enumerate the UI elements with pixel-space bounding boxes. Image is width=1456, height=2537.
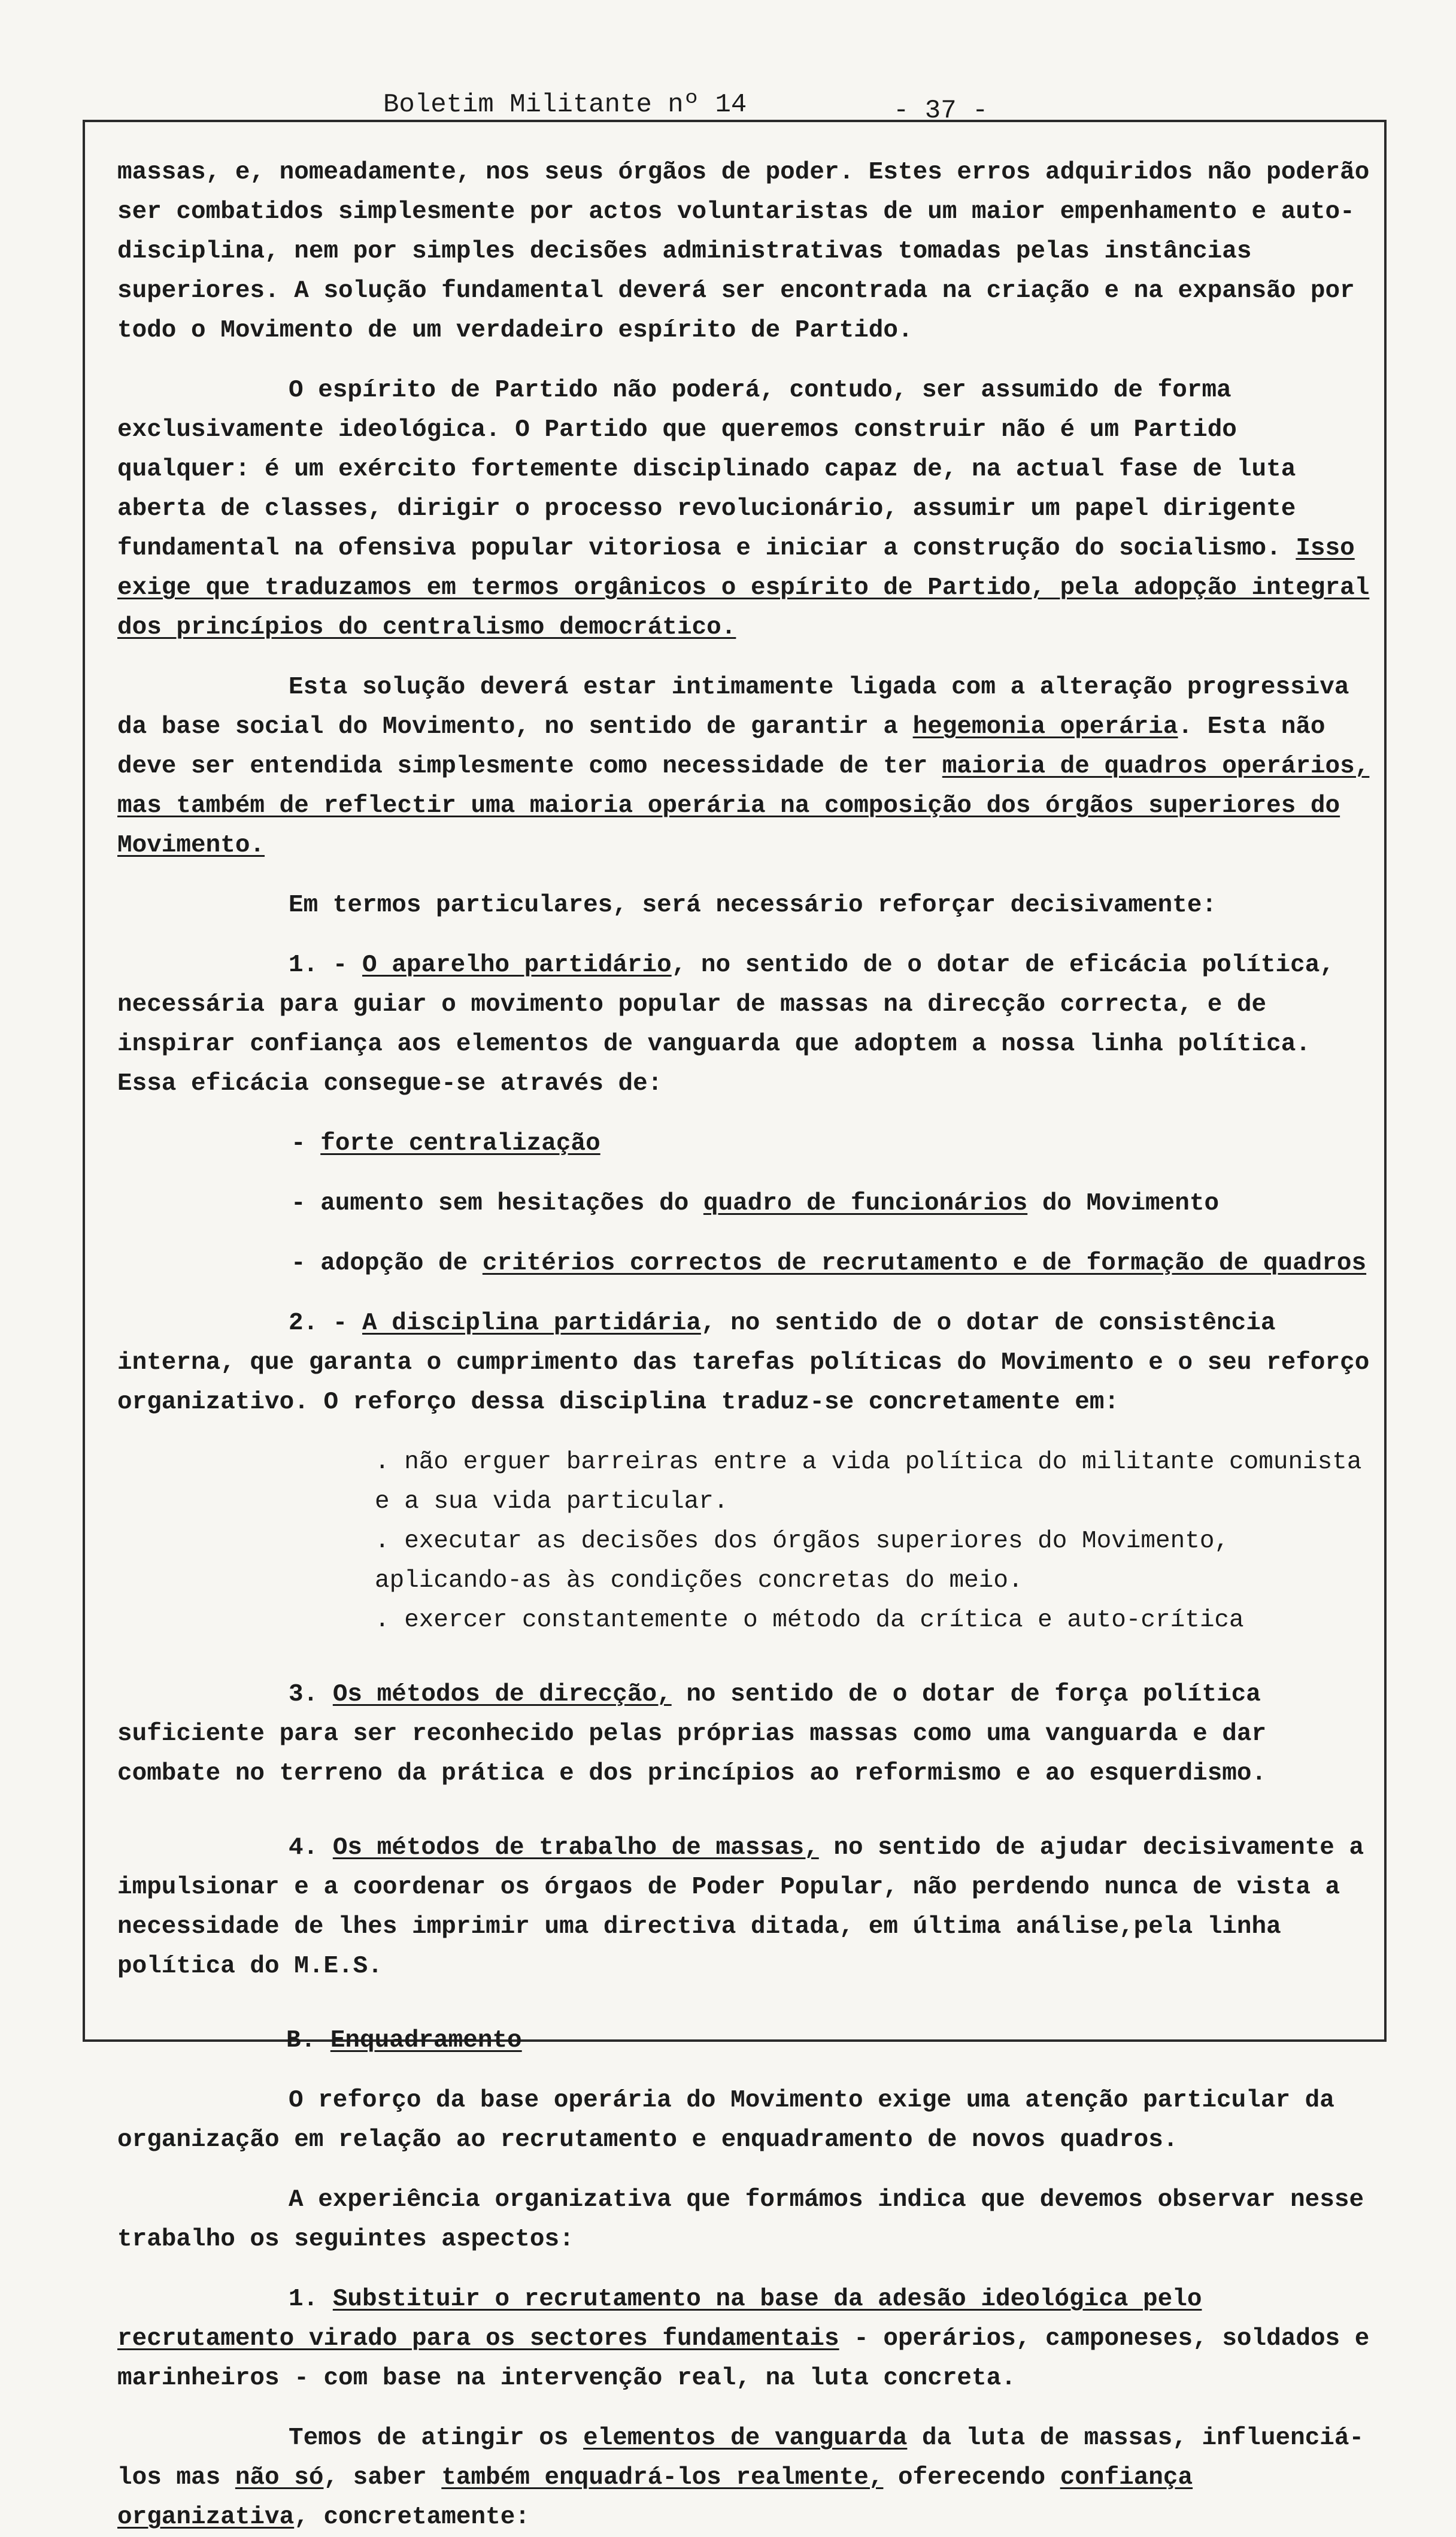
text-segment: hegemonia operária bbox=[912, 713, 1178, 741]
text-segment: não só bbox=[235, 2464, 324, 2491]
text-segment: . Esta não deve ser entendida simplesmente como necessidade de ter bbox=[117, 713, 1325, 780]
paragraph: A experiência organizativa que formámos indica que devemos observar nesse trabalho os seguintes aspectos: bbox=[117, 2186, 1364, 2253]
text-segment: também enquadrá-los realmente, bbox=[441, 2464, 884, 2491]
text-segment: do Movimento bbox=[1027, 1190, 1220, 1217]
text-segment: confiança organizativa bbox=[117, 2464, 1193, 2531]
sub-list bbox=[117, 1124, 1381, 1283]
paragraph: massas, e, nomeadamente, nos seus órgãos de poder. Estes erros adquiridos não poderão ser combatidos simplesmente por actos voluntaristas de um maior empenhamento e auto-disciplina, nem por simples decisões administrativas tomadas pelas instâncias superiores. A solução fundamental deverá ser encontrada na criação e na expansão por todo o Movimento de um verdadeiro espírito de Partido. bbox=[117, 159, 1370, 344]
text-segment: critérios correctos de recrutamento e de formação de quadros bbox=[482, 1250, 1367, 1277]
list-item bbox=[291, 1184, 1381, 1223]
text-segment: , no sentido de o dotar de consistência interna, que garanta o cumprimento das tarefas políticas do Movimento e o seu reforço organizativo. O reforço dessa disciplina traduz-se concretamente em: bbox=[117, 1310, 1370, 1416]
list-item bbox=[117, 1828, 1381, 1986]
paragraph: O reforço da base operária do Movimento exige uma atenção particular da organização em relação ao recrutamento e enquadramento de novos quadros. bbox=[117, 2087, 1334, 2154]
text-segment: Temos de atingir os bbox=[289, 2424, 584, 2452]
list-item bbox=[117, 945, 1381, 1104]
paragraph bbox=[117, 2418, 1381, 2537]
text-segment: 3. bbox=[289, 1681, 333, 1708]
text-segment: Substituir o recrutamento na base da adesão ideológica pelo recrutamento virado para os sectores fundamentais bbox=[117, 2286, 1202, 2353]
text-segment: , concretamente: bbox=[294, 2503, 530, 2531]
text-segment: O espírito de Partido não poderá, contudo, ser assumido de forma exclusivamente ideológica. O Partido que queremos construir não é um Partido qualquer: é um exército fortemente disciplinado capaz de, na actual fase de luta aberta de classes, dirigir o processo revolucionário, assumir um papel dirigente fundamental na ofensiva popular vitoriosa e iniciar a construção do socialismo. bbox=[117, 377, 1296, 562]
sub-list bbox=[117, 1442, 1381, 1640]
text-segment: da luta de massas, influenciá-los mas bbox=[117, 2424, 1364, 2491]
text-segment: , no sentido de o dotar de eficácia política, necessária para guiar o movimento popular de massas na direcção correcta, e de inspirar confiança aos elementos de vanguarda que adoptem a nossa linha política. Essa eficácia consegue-se através de: bbox=[117, 951, 1334, 1098]
text-segment: Os métodos de trabalho de massas, bbox=[332, 1834, 819, 1862]
list-item bbox=[117, 2280, 1381, 2398]
paragraph bbox=[117, 371, 1381, 647]
text-segment: A disciplina partidária bbox=[362, 1310, 701, 1337]
text-segment: - adopção de bbox=[291, 1250, 483, 1277]
text-segment: 2. - bbox=[289, 1310, 363, 1337]
text-segment: Isso exige que traduzamos em termos orgânicos o espírito de Partido, pela adopção integral dos princípios do centralismo democrático. bbox=[117, 535, 1370, 641]
text-segment: - operários, camponeses, soldados e marinheiros - com base na intervenção real, na luta concreta. bbox=[117, 2325, 1370, 2392]
bulletin-title: Boletim Militante nº 14 bbox=[375, 90, 755, 120]
text-segment: 4. bbox=[289, 1834, 333, 1862]
list-item bbox=[291, 1124, 1381, 1163]
list-item bbox=[117, 1675, 1381, 1793]
paragraph bbox=[117, 668, 1381, 865]
text-segment: B. bbox=[286, 2027, 330, 2054]
text-segment: Enquadramento bbox=[330, 2027, 522, 2054]
text-segment: no sentido de ajudar decisivamente a impulsionar e a coordenar os órgaos de Poder Popular, não perdendo nunca de vista a necessidade de lhes imprimir uma directiva ditada, em última análise,pela linha política do M.E.S. bbox=[117, 1834, 1364, 1980]
text-segment: maioria de quadros operários, mas também de reflectir uma maioria operária na composição dos órgãos superiores do Movimento. bbox=[117, 753, 1370, 859]
section-heading bbox=[117, 2021, 1381, 2060]
text-segment: - bbox=[291, 1130, 321, 1157]
text-segment: Esta solução deverá estar intimamente ligada com a alteração progressiva da base social do Movimento, no sentido de garantir a bbox=[117, 674, 1349, 741]
text-segment: 1. bbox=[289, 2286, 333, 2313]
list-item bbox=[117, 1304, 1381, 1422]
list-item: . não erguer barreiras entre a vida política do militante comunista e a sua vida particular. bbox=[375, 1448, 1362, 1515]
text-segment: oferecendo bbox=[883, 2464, 1060, 2491]
document-body bbox=[117, 153, 1381, 2537]
list-item: . exercer constantemente o método da crítica e auto-crítica bbox=[375, 1607, 1244, 1634]
text-segment: quadro de funcionários bbox=[703, 1190, 1028, 1217]
text-segment: no sentido de o dotar de força política suficiente para ser reconhecido pelas próprias massas como uma vanguarda e dar combate no terreno da prática e dos princípios ao reformismo e ao esquerdismo. bbox=[117, 1681, 1267, 1787]
paragraph: Em termos particulares, será necessário reforçar decisivamente: bbox=[289, 892, 1217, 919]
text-segment: Os métodos de direcção, bbox=[332, 1681, 672, 1708]
text-segment: 1. - bbox=[289, 951, 363, 979]
text-segment: , saber bbox=[323, 2464, 442, 2491]
list-item bbox=[291, 1244, 1381, 1283]
page-number: - 37 - bbox=[885, 96, 996, 126]
text-segment: O aparelho partidário bbox=[362, 951, 672, 979]
text-segment: elementos de vanguarda bbox=[583, 2424, 908, 2452]
list-item: . executar as decisões dos órgãos superiores do Movimento, aplicando-as às condições concretas do meio. bbox=[375, 1527, 1230, 1595]
text-segment: forte centralização bbox=[320, 1130, 600, 1157]
text-segment: - aumento sem hesitações do bbox=[291, 1190, 703, 1217]
